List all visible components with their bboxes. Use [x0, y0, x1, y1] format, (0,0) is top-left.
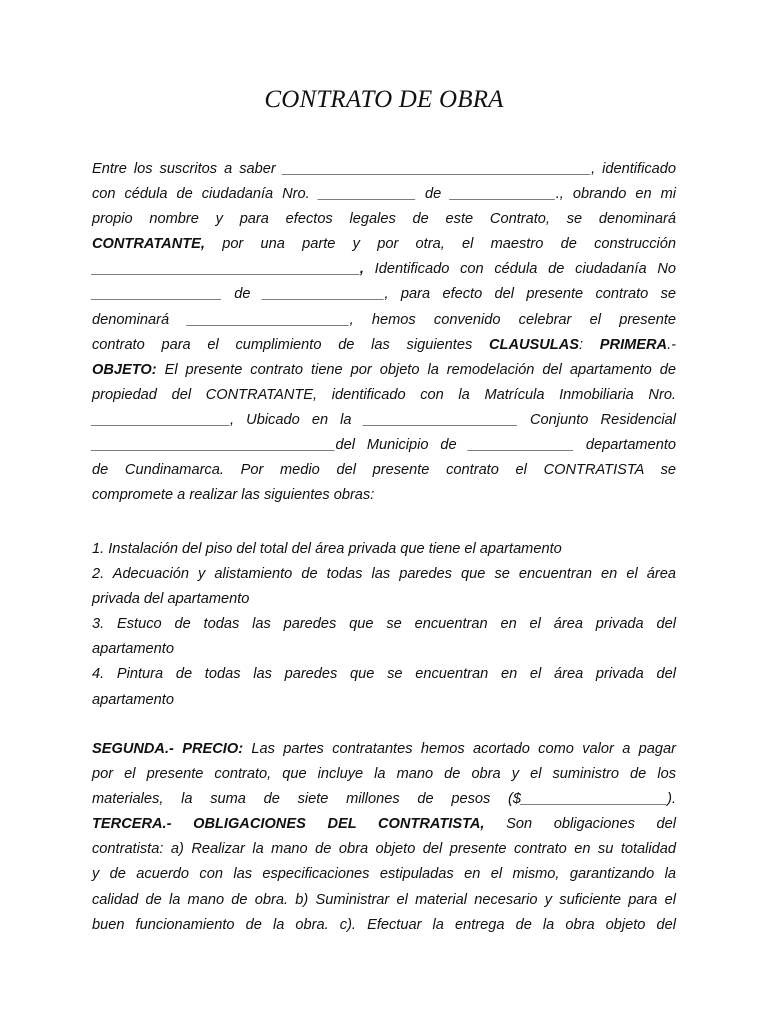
text-line: ________________ de _______________, para efecto del presente contrato se	[92, 286, 676, 303]
text-line: de Cundinamarca. Por medio del presente contrato el CONTRATISTA se	[92, 462, 676, 479]
bold-term: CLAUSULAS	[489, 336, 579, 353]
list-item: 2. Adecuación y alistamiento de todas las paredes que se encuentran en el área	[92, 566, 676, 583]
works-list	[92, 537, 676, 713]
line-text: por una parte y por otra, el maestro de construcción	[204, 236, 676, 253]
bold-term: TERCERA.- OBLIGACIONES DEL CONTRATISTA,	[92, 816, 485, 833]
text-line: contratista: a) Realizar la mano de obra objeto del presente contrato en su totalidad	[92, 841, 676, 858]
text-line	[92, 812, 676, 837]
line-text: Son obligaciones del	[484, 816, 676, 833]
line-text: :	[579, 336, 600, 353]
line-text: contrato para el cumplimiento de las siguientes	[92, 336, 489, 353]
text-line	[92, 333, 676, 358]
list-item: 3. Estuco de todas las paredes que se encuentran en el área privada del	[92, 616, 676, 633]
clauses-paragraph	[92, 737, 676, 938]
list-item: 4. Pintura de todas las paredes que se encuentran en el área privada del	[92, 666, 676, 683]
text-line: propiedad del CONTRATANTE, identificado con la Matrícula Inmobiliaria Nro.	[92, 386, 676, 403]
opening-paragraph	[92, 157, 676, 508]
bold-term: OBJETO:	[92, 361, 157, 378]
text-line: materiales, la suma de siete millones de pesos ($__________________).	[92, 791, 676, 808]
line-text: Identificado con cédula de ciudadanía No	[363, 261, 676, 278]
text-line: ______________________________del Municipio de _____________ departamento	[92, 437, 676, 454]
text-line: Entre los suscritos a saber ______________________________________, identificado	[92, 161, 676, 177]
text-line: calidad de la mano de obra. b) Suministrar el material necesario y suficiente para el	[92, 891, 676, 908]
bold-term: _________________________________,	[92, 261, 364, 278]
line-text: El presente contrato tiene por objeto la remodelación del apartamento de	[156, 361, 676, 378]
text-line: compromete a realizar las siguientes obras:	[92, 487, 375, 504]
text-line: y de acuerdo con las especificaciones estipuladas en el mismo, garantizando la	[92, 866, 676, 883]
text-line: buen funcionamiento de la obra. c). Efectuar la entrega de la obra objeto del	[92, 916, 676, 933]
text-line: denominará ____________________, hemos convenido celebrar el presente	[92, 311, 676, 328]
text-line	[92, 358, 676, 383]
list-item: apartamento	[92, 691, 174, 708]
text-line: propio nombre y para efectos legales de este Contrato, se denominará	[92, 211, 676, 228]
text-line: _________________, Ubicado en la ___________________ Conjunto Residencial	[92, 411, 676, 428]
list-item: 1. Instalación del piso del total del área privada que tiene el apartamento	[92, 541, 562, 557]
document-title: CONTRATO DE OBRA	[264, 86, 504, 113]
text-line	[92, 257, 676, 282]
list-item: privada del apartamento	[92, 591, 250, 608]
bold-term: SEGUNDA.- PRECIO:	[92, 741, 244, 757]
text-line	[92, 737, 676, 762]
bold-term: PRIMERA	[599, 336, 668, 353]
text-line: por el presente contrato, que incluye la mano de obra y el suministro de los	[92, 766, 676, 783]
bold-term: CONTRATANTE,	[92, 236, 205, 253]
line-text: Las partes contratantes hemos acortado como valor a pagar	[243, 741, 676, 757]
list-item: apartamento	[92, 641, 174, 658]
line-text: .-	[667, 336, 677, 353]
text-line	[92, 232, 676, 257]
text-line: con cédula de ciudadanía Nro. ____________ de _____________., obrando en mi	[92, 186, 676, 203]
